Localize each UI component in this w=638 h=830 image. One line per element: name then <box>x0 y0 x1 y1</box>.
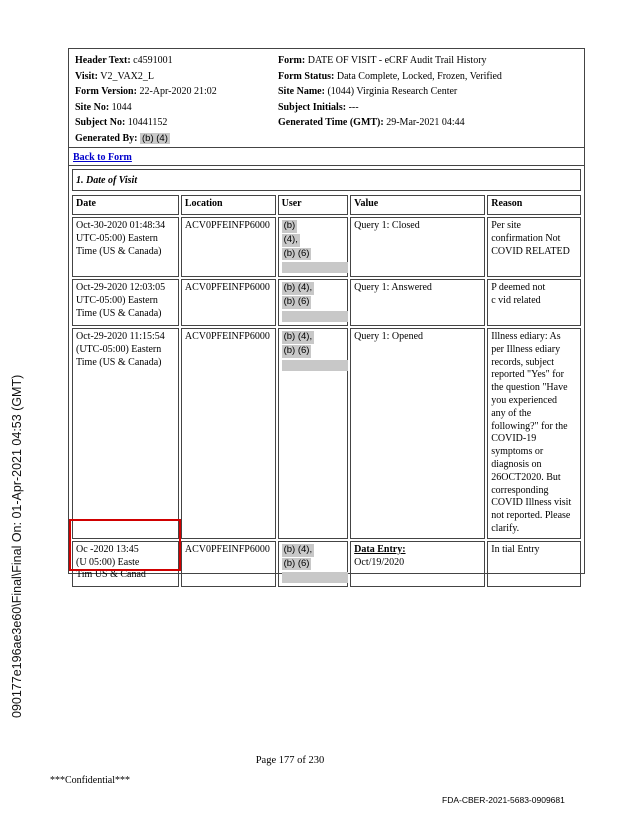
generated-by-label: Generated By: <box>75 132 138 144</box>
cell-user <box>278 217 349 277</box>
value-text: Query 1: Answered <box>354 282 432 294</box>
value-text: Query 1: Closed <box>354 220 420 231</box>
column-header-date: Date <box>72 195 179 215</box>
user-redaction: (b) (6) <box>283 247 310 259</box>
header-left <box>75 53 217 147</box>
reason-line: P deemed not <box>491 282 546 294</box>
reason-line: COVID Illness visit <box>491 497 572 509</box>
cell-reason <box>487 217 581 277</box>
cell-date <box>72 279 179 326</box>
cell-user <box>278 541 349 588</box>
cell-location: ACV0PFEINFP6000 <box>181 541 276 588</box>
header-text-label: Header Text: <box>75 55 131 66</box>
reason-line: COVID RELATED <box>491 245 570 257</box>
table-row <box>72 217 581 277</box>
cell-user <box>278 328 349 539</box>
reason-line: clarify. <box>491 522 520 534</box>
table-row <box>72 328 581 539</box>
column-header-value: Value <box>350 195 485 215</box>
user-redaction: (b) (4), <box>283 330 313 342</box>
reason-line: Illness ediary: As <box>491 330 561 342</box>
reason-line: 26OCT2020. But <box>491 471 561 483</box>
cell-user <box>278 279 349 326</box>
header-right <box>278 53 502 131</box>
date-line: Time (US & Canada) <box>76 356 162 368</box>
column-header-location: Location <box>181 195 276 215</box>
generated-time-label: Generated Time (GMT): <box>278 117 384 129</box>
date-line: Oc -2020 13:45 <box>76 543 139 555</box>
user-redaction-bar <box>282 262 348 273</box>
link-divider <box>69 165 584 166</box>
cell-value <box>350 279 485 326</box>
value-heading: Data Entry: <box>354 543 406 555</box>
user-redaction: (b) <box>283 220 296 231</box>
user-redaction: (b) (6) <box>283 557 310 569</box>
user-redaction: (b) (4), <box>283 282 313 294</box>
user-redaction: (b) (6) <box>283 344 310 356</box>
date-line: Oct-29-2020 11:15:54 <box>76 330 165 342</box>
site-name-value: (1044) Virginia Research Center <box>327 86 458 98</box>
user-redaction-bar <box>282 360 348 371</box>
audit-trail-form <box>68 48 585 581</box>
highlight-box <box>69 519 181 571</box>
date-line: Time (US & Canada) <box>76 245 162 257</box>
cell-value <box>350 217 485 277</box>
cell-location: ACV0PFEINFP6000 <box>181 279 276 326</box>
date-line: Time (US & Canada) <box>76 307 162 319</box>
reason-line: c vid related <box>491 295 541 307</box>
user-redaction: (b) (4), <box>283 543 313 555</box>
reason-line: symptoms or <box>491 446 544 458</box>
subject-initials-value: --- <box>348 101 359 113</box>
reason-line: corresponding <box>491 484 549 496</box>
user-redaction-bar <box>282 311 348 322</box>
date-line: Oct-30-2020 01:48:34 <box>76 220 166 231</box>
section-header <box>72 169 581 191</box>
user-redaction: (4), <box>283 233 298 245</box>
column-header-user: User <box>278 195 349 215</box>
reason-line: In tial Entry <box>491 543 540 555</box>
form-value: DATE OF VISIT - eCRF Audit Trail History <box>307 55 487 66</box>
subject-initials-label: Subject Initials: <box>278 101 347 113</box>
reason-line: COVID-19 <box>491 433 537 445</box>
header-text-value: c4591001 <box>133 55 173 66</box>
form-version-label: Form Version: <box>75 86 137 98</box>
date-line: (U 05:00) Easte <box>76 556 140 568</box>
site-name-label: Site Name: <box>278 86 325 98</box>
column-header-reason: Reason <box>487 195 581 215</box>
cell-reason <box>487 541 581 588</box>
table-header-row <box>72 195 581 215</box>
reason-line: diagnosis on <box>491 458 542 470</box>
confidential-label: ***Confidential*** <box>50 775 130 786</box>
header-divider <box>69 147 584 148</box>
cell-value <box>350 328 485 539</box>
value-text: Oct/19/2020 <box>354 556 405 568</box>
date-line: UTC-05:00) Eastern <box>76 232 158 244</box>
reason-line: confirmation Not <box>491 232 561 244</box>
cell-location: ACV0PFEINFP6000 <box>181 328 276 539</box>
site-no-label: Site No: <box>75 101 110 113</box>
form-status-value: Data Complete, Locked, Frozen, Verified <box>336 70 502 82</box>
generated-time-value: 29-Mar-2021 04:44 <box>386 117 465 129</box>
subject-no-label: Subject No: <box>75 117 126 129</box>
reason-line: you experienced <box>491 394 558 406</box>
document-id: FDA-CBER-2021-5683-0909681 <box>442 795 565 805</box>
user-redaction: (b) (6) <box>283 296 310 308</box>
reason-line: reported "Yes" for <box>491 369 564 381</box>
value-text: Query 1: Opened <box>354 330 424 342</box>
site-no-value: 1044 <box>111 101 132 113</box>
table-row <box>72 279 581 326</box>
section-title: 1. Date of Visit <box>76 175 138 186</box>
reason-line: records, subject <box>491 356 554 368</box>
cell-reason <box>487 279 581 326</box>
reason-line: following?" for the <box>491 420 568 432</box>
reason-line: Per site <box>491 220 521 231</box>
cell-value <box>350 541 485 588</box>
visit-value: V2_VAX2_L <box>100 70 155 82</box>
form-version-value: 22-Apr-2020 21:02 <box>139 86 217 98</box>
reason-line: the question "Have <box>491 382 568 394</box>
date-line: Oct-29-2020 12:03:05 <box>76 282 166 294</box>
user-redaction-bar <box>282 572 348 583</box>
cell-date <box>72 328 179 539</box>
date-line: (UTC-05:00) Eastern <box>76 343 162 355</box>
cell-location: ACV0PFEINFP6000 <box>181 217 276 277</box>
reason-line: per Illness ediary <box>491 343 561 355</box>
generated-by-redaction: (b) (4) <box>142 132 168 144</box>
form-label: Form: <box>278 55 306 66</box>
cell-date <box>72 217 179 277</box>
side-stamp: 090177e196ae3e60\Final\Final On: 01-Apr-2021 04:53 (GMT) <box>10 374 24 718</box>
visit-label: Visit: <box>75 70 98 82</box>
subject-no-value: 10441152 <box>127 117 168 129</box>
date-line: Tim US & Canad <box>76 569 146 581</box>
date-line: UTC-05:00) Eastern <box>76 295 158 307</box>
form-status-label: Form Status: <box>278 70 335 82</box>
reason-line: not reported. Please <box>491 510 571 522</box>
page-number: Page 177 of 230 <box>255 755 325 766</box>
reason-line: any of the <box>491 407 532 419</box>
cell-reason <box>487 328 581 539</box>
back-to-form-link[interactable]: Back to Form <box>73 152 132 163</box>
